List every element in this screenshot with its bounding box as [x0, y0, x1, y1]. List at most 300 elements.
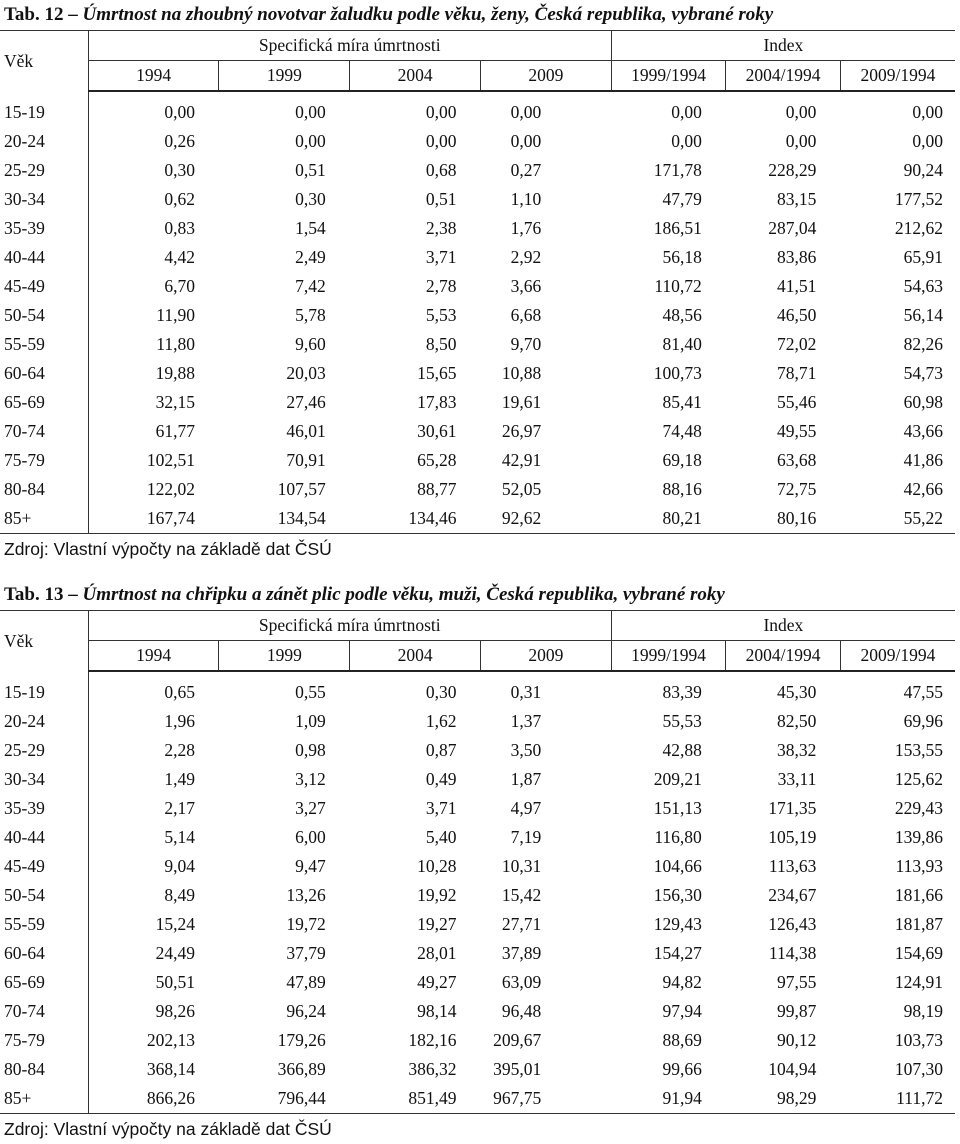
column-header-year: 1994: [88, 61, 219, 92]
rate-cell: 0,65: [164, 682, 195, 702]
age-group-cell: 75-79: [0, 446, 88, 475]
rate-cell: 0,00: [295, 102, 326, 122]
rate-cell: 10,88: [501, 363, 542, 383]
table-caption: Úmrtnost na chřipku a zánět plic podle věku, muži, Česká republika, vybrané roky: [82, 584, 725, 605]
rate-cell: 1,10: [510, 189, 542, 209]
rate-cell: 0,98: [295, 740, 326, 760]
index-cell: 42,66: [903, 479, 943, 499]
rate-cell: 0,00: [510, 131, 542, 151]
rate-cell: 3,27: [295, 798, 326, 818]
rate-cell: 2,38: [425, 218, 457, 238]
rate-cell: 368,14: [146, 1059, 195, 1079]
index-cell: 156,30: [653, 885, 702, 905]
index-cell: 85,41: [662, 392, 702, 412]
rate-cell: 0,00: [510, 102, 542, 122]
rate-cell: 182,16: [408, 1030, 457, 1050]
rate-cell: 24,49: [155, 943, 195, 963]
table-row: [0, 794, 955, 823]
rate-cell: 0,87: [425, 740, 457, 760]
rate-cell: 15,65: [417, 363, 457, 383]
table-row: [0, 127, 955, 156]
rate-cell: 4,42: [164, 247, 195, 267]
rate-cell: 3,71: [425, 247, 457, 267]
rate-cell: 10,31: [501, 856, 542, 876]
index-cell: 107,30: [894, 1059, 943, 1079]
table-row: [0, 359, 955, 388]
rate-cell: 0,31: [510, 682, 542, 702]
age-group-cell: 80-84: [0, 1055, 88, 1084]
index-cell: 100,73: [653, 363, 702, 383]
table-row: [0, 156, 955, 185]
index-cell: 110,72: [654, 276, 702, 296]
rate-cell: 0,00: [164, 102, 195, 122]
rate-cell: 6,68: [510, 305, 542, 325]
index-cell: 91,94: [611, 1084, 726, 1114]
table-row: [0, 736, 955, 765]
header-row-groups: [0, 611, 955, 641]
rate-cell: 98,14: [417, 1001, 457, 1021]
rate-cell: 0,49: [425, 769, 457, 789]
age-group-cell: 65-69: [0, 968, 88, 997]
rate-cell: 49,27: [417, 972, 457, 992]
index-cell: 287,04: [768, 218, 817, 238]
index-cell: 54,63: [903, 276, 943, 296]
rate-cell: 19,92: [417, 885, 457, 905]
index-cell: 116,80: [654, 827, 702, 847]
column-header-index: 2004/1994: [726, 641, 841, 672]
age-group-cell: 25-29: [0, 156, 88, 185]
data-table: [0, 30, 955, 534]
index-cell: 99,66: [662, 1059, 702, 1079]
index-cell: 69,96: [903, 711, 943, 731]
index-cell: 82,26: [903, 334, 943, 354]
rate-cell: 167,74: [88, 504, 219, 534]
group-header-specific-rate: Specifická míra úmrtnosti: [88, 31, 611, 61]
rate-cell: 11,90: [156, 305, 195, 325]
rate-cell: 8,49: [164, 885, 195, 905]
index-cell: 104,94: [768, 1059, 817, 1079]
rate-cell: 11,80: [156, 334, 195, 354]
table-row: [0, 881, 955, 910]
index-cell: 56,14: [903, 305, 943, 325]
age-group-cell: 65-69: [0, 388, 88, 417]
rate-cell: 27,46: [286, 392, 326, 412]
index-cell: 46,50: [776, 305, 817, 325]
index-cell: 65,91: [903, 247, 943, 267]
rate-cell: 6,00: [295, 827, 326, 847]
table-block-13: [0, 580, 960, 1144]
rate-cell: 9,70: [510, 334, 542, 354]
rate-cell: 32,15: [155, 392, 195, 412]
rate-cell: 3,12: [295, 769, 326, 789]
rate-cell: 7,19: [510, 827, 542, 847]
index-cell: 78,71: [776, 363, 817, 383]
index-cell: 74,48: [662, 421, 702, 441]
column-header-age: Věk: [0, 31, 88, 92]
table-row: [0, 671, 955, 707]
rate-cell: 0,51: [295, 160, 326, 180]
data-table: [0, 610, 955, 1114]
rate-cell: 4,97: [510, 798, 542, 818]
index-cell: 186,51: [653, 218, 702, 238]
rate-cell: 122,02: [146, 479, 195, 499]
rate-cell: 0,62: [164, 189, 195, 209]
rate-cell: 0,55: [295, 682, 326, 702]
rate-cell: 70,91: [286, 450, 326, 470]
rate-cell: 102,51: [146, 450, 195, 470]
index-cell: 171,78: [653, 160, 702, 180]
age-group-cell: 30-34: [0, 765, 88, 794]
table-row: [0, 707, 955, 736]
table-row: [0, 1026, 955, 1055]
index-cell: 47,79: [662, 189, 702, 209]
rate-cell: 27,71: [501, 914, 542, 934]
index-cell: 125,62: [894, 769, 943, 789]
rate-cell: 0,83: [164, 218, 195, 238]
index-cell: 82,50: [776, 711, 817, 731]
column-header-year: 1999: [219, 641, 350, 672]
rate-cell: 2,17: [164, 798, 195, 818]
age-group-cell: 75-79: [0, 1026, 88, 1055]
group-header-index: Index: [611, 611, 955, 641]
header-row-groups: [0, 31, 955, 61]
index-cell: 212,62: [894, 218, 943, 238]
rate-cell: 209,67: [493, 1030, 542, 1050]
age-group-cell: 15-19: [0, 671, 88, 707]
group-header-specific-rate: Specifická míra úmrtnosti: [88, 611, 611, 641]
header-row-years: [0, 61, 955, 92]
age-group-cell: 85+: [0, 504, 88, 534]
rate-cell: 46,01: [286, 421, 326, 441]
table-row: [0, 1084, 955, 1114]
index-cell: 55,46: [776, 392, 817, 412]
table-row: [0, 765, 955, 794]
index-cell: 113,63: [768, 856, 817, 876]
column-header-year: 2009: [480, 61, 611, 92]
rate-cell: 98,26: [155, 1001, 195, 1021]
index-cell: 181,66: [894, 885, 943, 905]
index-cell: 228,29: [768, 160, 817, 180]
index-cell: 177,52: [894, 189, 943, 209]
index-cell: 171,35: [768, 798, 817, 818]
rate-cell: 0,27: [510, 160, 542, 180]
index-cell: 88,16: [662, 479, 702, 499]
table-row: [0, 272, 955, 301]
rate-cell: 19,88: [155, 363, 195, 383]
rate-cell: 1,37: [510, 711, 542, 731]
rate-cell: 3,66: [510, 276, 542, 296]
rate-cell: 0,30: [425, 682, 457, 702]
index-cell: 55,53: [662, 711, 702, 731]
age-group-cell: 50-54: [0, 881, 88, 910]
rate-cell: 386,32: [408, 1059, 457, 1079]
index-cell: 55,22: [840, 504, 955, 534]
index-cell: 72,75: [776, 479, 817, 499]
index-cell: 98,29: [726, 1084, 841, 1114]
rate-cell: 17,83: [417, 392, 457, 412]
age-group-cell: 40-44: [0, 823, 88, 852]
age-group-cell: 35-39: [0, 794, 88, 823]
index-cell: 43,66: [903, 421, 943, 441]
column-header-age: Věk: [0, 611, 88, 672]
index-cell: 63,68: [776, 450, 817, 470]
index-cell: 0,00: [671, 102, 702, 122]
table-row: [0, 504, 955, 534]
index-cell: 113,93: [895, 856, 943, 876]
index-cell: 0,00: [671, 131, 702, 151]
rate-cell: 96,24: [286, 1001, 326, 1021]
index-cell: 41,51: [776, 276, 817, 296]
rate-cell: 134,54: [219, 504, 350, 534]
age-group-cell: 50-54: [0, 301, 88, 330]
rate-cell: 50,51: [155, 972, 195, 992]
rate-cell: 65,28: [417, 450, 457, 470]
table-row: [0, 417, 955, 446]
rate-cell: 13,26: [286, 885, 326, 905]
column-header-year: 1999: [219, 61, 350, 92]
rate-cell: 2,28: [164, 740, 195, 760]
rate-cell: 2,49: [295, 247, 326, 267]
index-cell: 88,69: [662, 1030, 702, 1050]
index-cell: 47,55: [903, 682, 943, 702]
index-cell: 111,72: [840, 1084, 955, 1114]
index-cell: 0,00: [785, 102, 817, 122]
index-cell: 83,15: [776, 189, 817, 209]
rate-cell: 19,27: [417, 914, 457, 934]
table-row: [0, 475, 955, 504]
age-group-cell: 55-59: [0, 330, 88, 359]
rate-cell: 0,00: [425, 102, 457, 122]
index-cell: 97,94: [662, 1001, 702, 1021]
rate-cell: 20,03: [286, 363, 326, 383]
age-group-cell: 60-64: [0, 939, 88, 968]
table-row: [0, 939, 955, 968]
column-header-year: 2004: [350, 641, 481, 672]
index-cell: 54,73: [903, 363, 943, 383]
index-cell: 80,21: [611, 504, 726, 534]
index-cell: 98,19: [903, 1001, 943, 1021]
index-cell: 139,86: [894, 827, 943, 847]
rate-cell: 796,44: [219, 1084, 350, 1114]
rate-cell: 37,79: [286, 943, 326, 963]
index-cell: 154,69: [894, 943, 943, 963]
rate-cell: 1,49: [164, 769, 195, 789]
rate-cell: 6,70: [164, 276, 195, 296]
age-group-cell: 25-29: [0, 736, 88, 765]
source-note: Zdroj: Vlastní výpočty na základě dat ČSÚ: [4, 539, 332, 559]
table-row: [0, 1055, 955, 1084]
rate-cell: 5,40: [425, 827, 457, 847]
column-header-index: 1999/1994: [611, 641, 726, 672]
rate-cell: 366,89: [277, 1059, 326, 1079]
rate-cell: 2,92: [510, 247, 542, 267]
index-cell: 0,00: [785, 131, 817, 151]
index-cell: 103,73: [894, 1030, 943, 1050]
rate-cell: 5,53: [425, 305, 457, 325]
header-row-years: [0, 641, 955, 672]
rate-cell: 63,09: [501, 972, 542, 992]
age-group-cell: 20-24: [0, 127, 88, 156]
age-group-cell: 60-64: [0, 359, 88, 388]
index-cell: 104,66: [653, 856, 702, 876]
age-group-cell: 80-84: [0, 475, 88, 504]
index-cell: 94,82: [662, 972, 702, 992]
index-cell: 56,18: [662, 247, 702, 267]
index-cell: 181,87: [894, 914, 943, 934]
rate-cell: 202,13: [146, 1030, 195, 1050]
rate-cell: 0,51: [425, 189, 457, 209]
age-group-cell: 40-44: [0, 243, 88, 272]
index-cell: 99,87: [776, 1001, 817, 1021]
rate-cell: 866,26: [88, 1084, 219, 1114]
rate-cell: 61,77: [155, 421, 195, 441]
rate-cell: 10,28: [417, 856, 457, 876]
index-cell: 80,16: [726, 504, 841, 534]
table-row: [0, 968, 955, 997]
index-cell: 72,02: [776, 334, 817, 354]
rate-cell: 1,87: [510, 769, 542, 789]
rate-cell: 0,68: [425, 160, 457, 180]
column-header-year: 2009: [480, 641, 611, 672]
index-cell: 49,55: [776, 421, 817, 441]
group-header-index: Index: [611, 31, 955, 61]
source-note: Zdroj: Vlastní výpočty na základě dat ČSÚ: [4, 1119, 332, 1139]
rate-cell: 851,49: [350, 1084, 481, 1114]
column-header-index: 1999/1994: [611, 61, 726, 92]
column-header-year: 1994: [88, 641, 219, 672]
rate-cell: 107,57: [277, 479, 326, 499]
table-row: [0, 330, 955, 359]
rate-cell: 0,26: [164, 131, 195, 151]
table-row: [0, 214, 955, 243]
rate-cell: 47,89: [286, 972, 326, 992]
table-row: [0, 388, 955, 417]
rate-cell: 179,26: [277, 1030, 326, 1050]
rate-cell: 0,00: [295, 131, 326, 151]
index-cell: 151,13: [653, 798, 702, 818]
table-block-12: [0, 0, 960, 564]
index-cell: 209,21: [653, 769, 702, 789]
rate-cell: 1,76: [510, 218, 542, 238]
index-cell: 124,91: [894, 972, 943, 992]
rate-cell: 3,50: [510, 740, 542, 760]
rate-cell: 37,89: [501, 943, 542, 963]
rate-cell: 134,46: [350, 504, 481, 534]
rate-cell: 30,61: [417, 421, 457, 441]
age-group-cell: 45-49: [0, 272, 88, 301]
index-cell: 229,43: [894, 798, 943, 818]
index-cell: 48,56: [662, 305, 702, 325]
table-row: [0, 301, 955, 330]
index-cell: 90,12: [776, 1030, 817, 1050]
rate-cell: 88,77: [417, 479, 457, 499]
age-group-cell: 35-39: [0, 214, 88, 243]
table-caption: Úmrtnost na zhoubný novotvar žaludku podle věku, ženy, Česká republika, vybrané roky: [82, 4, 774, 25]
rate-cell: 967,75: [480, 1084, 611, 1114]
age-group-cell: 55-59: [0, 910, 88, 939]
rate-cell: 19,61: [501, 392, 542, 412]
rate-cell: 2,78: [425, 276, 457, 296]
rate-cell: 7,42: [295, 276, 326, 296]
rate-cell: 42,91: [501, 450, 542, 470]
rate-cell: 9,60: [295, 334, 326, 354]
rate-cell: 28,01: [417, 943, 457, 963]
column-header-year: 2004: [350, 61, 481, 92]
index-cell: 90,24: [903, 160, 943, 180]
age-group-cell: 45-49: [0, 852, 88, 881]
index-cell: 60,98: [903, 392, 943, 412]
table-row: [0, 823, 955, 852]
index-cell: 45,30: [776, 682, 817, 702]
rate-cell: 5,78: [295, 305, 326, 325]
rate-cell: 0,30: [295, 189, 326, 209]
age-group-cell: 30-34: [0, 185, 88, 214]
rate-cell: 9,04: [164, 856, 195, 876]
rate-cell: 52,05: [501, 479, 542, 499]
index-cell: 83,39: [662, 682, 702, 702]
index-cell: 0,00: [912, 131, 943, 151]
rate-cell: 0,30: [164, 160, 195, 180]
index-cell: 83,86: [776, 247, 817, 267]
index-cell: 154,27: [653, 943, 702, 963]
rate-cell: 92,62: [480, 504, 611, 534]
table-title: [0, 0, 960, 30]
index-cell: 153,55: [894, 740, 943, 760]
table-row: [0, 997, 955, 1026]
rate-cell: 1,54: [295, 218, 326, 238]
rate-cell: 395,01: [493, 1059, 542, 1079]
table-row: [0, 91, 955, 127]
rate-cell: 0,00: [425, 131, 457, 151]
index-cell: 81,40: [662, 334, 702, 354]
age-group-cell: 20-24: [0, 707, 88, 736]
index-cell: 234,67: [768, 885, 817, 905]
table-title: [0, 580, 960, 610]
rate-cell: 26,97: [501, 421, 542, 441]
age-group-cell: 70-74: [0, 997, 88, 1026]
rate-cell: 15,24: [155, 914, 195, 934]
rate-cell: 1,09: [295, 711, 326, 731]
index-cell: 126,43: [768, 914, 817, 934]
index-cell: 0,00: [912, 102, 943, 122]
table-row: [0, 446, 955, 475]
index-cell: 69,18: [662, 450, 702, 470]
index-cell: 38,32: [776, 740, 817, 760]
rate-cell: 15,42: [501, 885, 542, 905]
column-header-index: 2004/1994: [726, 61, 841, 92]
rate-cell: 8,50: [425, 334, 457, 354]
rate-cell: 19,72: [286, 914, 326, 934]
age-group-cell: 85+: [0, 1084, 88, 1114]
table-row: [0, 852, 955, 881]
index-cell: 97,55: [776, 972, 817, 992]
index-cell: 105,19: [768, 827, 817, 847]
index-cell: 41,86: [903, 450, 943, 470]
table-row: [0, 243, 955, 272]
table-row: [0, 185, 955, 214]
rate-cell: 5,14: [164, 827, 195, 847]
table-number: Tab. 12 –: [4, 4, 78, 25]
rate-cell: 9,47: [295, 856, 326, 876]
rate-cell: 1,96: [164, 711, 195, 731]
rate-cell: 3,71: [425, 798, 457, 818]
index-cell: 114,38: [768, 943, 817, 963]
table-row: [0, 910, 955, 939]
table-number: Tab. 13 –: [4, 584, 78, 605]
column-header-index: 2009/1994: [840, 641, 955, 672]
column-header-index: 2009/1994: [840, 61, 955, 92]
index-cell: 33,11: [777, 769, 817, 789]
